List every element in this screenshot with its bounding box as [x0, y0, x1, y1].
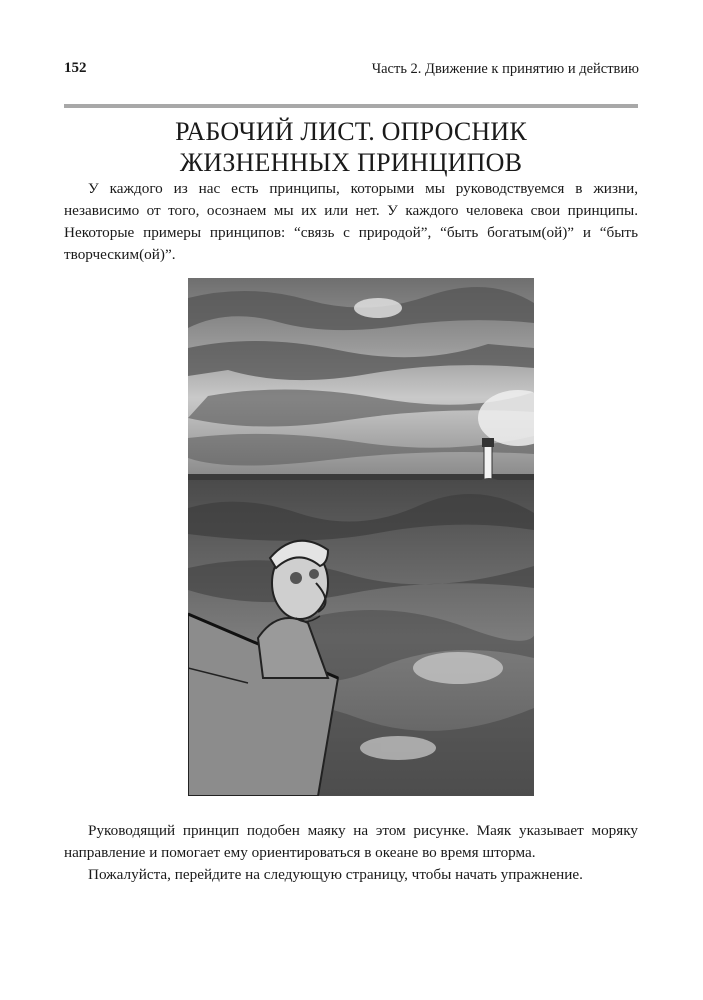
title-line-2: ЖИЗНЕННЫХ ПРИНЦИПОВ	[179, 148, 523, 177]
lighthouse-storm-illustration	[188, 278, 534, 796]
intro-paragraph: У каждого из нас есть принципы, которыми мы руководствуемся в жизни, независимо от того, осознаем мы их или нет. У каждого человека свои принципы. Некоторые примеры принципов: “связь с природой”, “быть богатым(ой)” и “быть творческим(ой)”.	[64, 180, 638, 263]
title-line-1: РАБОЧИЙ ЛИСТ. ОПРОСНИК	[175, 117, 527, 146]
page-title	[64, 116, 638, 178]
instruction-paragraph: Пожалуйста, перейдите на следующую страницу, чтобы начать упражнение.	[88, 866, 583, 883]
header-rule	[64, 104, 638, 108]
page-number: 152	[64, 60, 87, 76]
running-head: Часть 2. Движение к принятию и действию	[371, 61, 639, 77]
caption-paragraph: Руководящий принцип подобен маяку на этом рисунке. Маяк указывает моряку направление и помогает ему ориентироваться в океане во время шторма.	[64, 822, 638, 861]
